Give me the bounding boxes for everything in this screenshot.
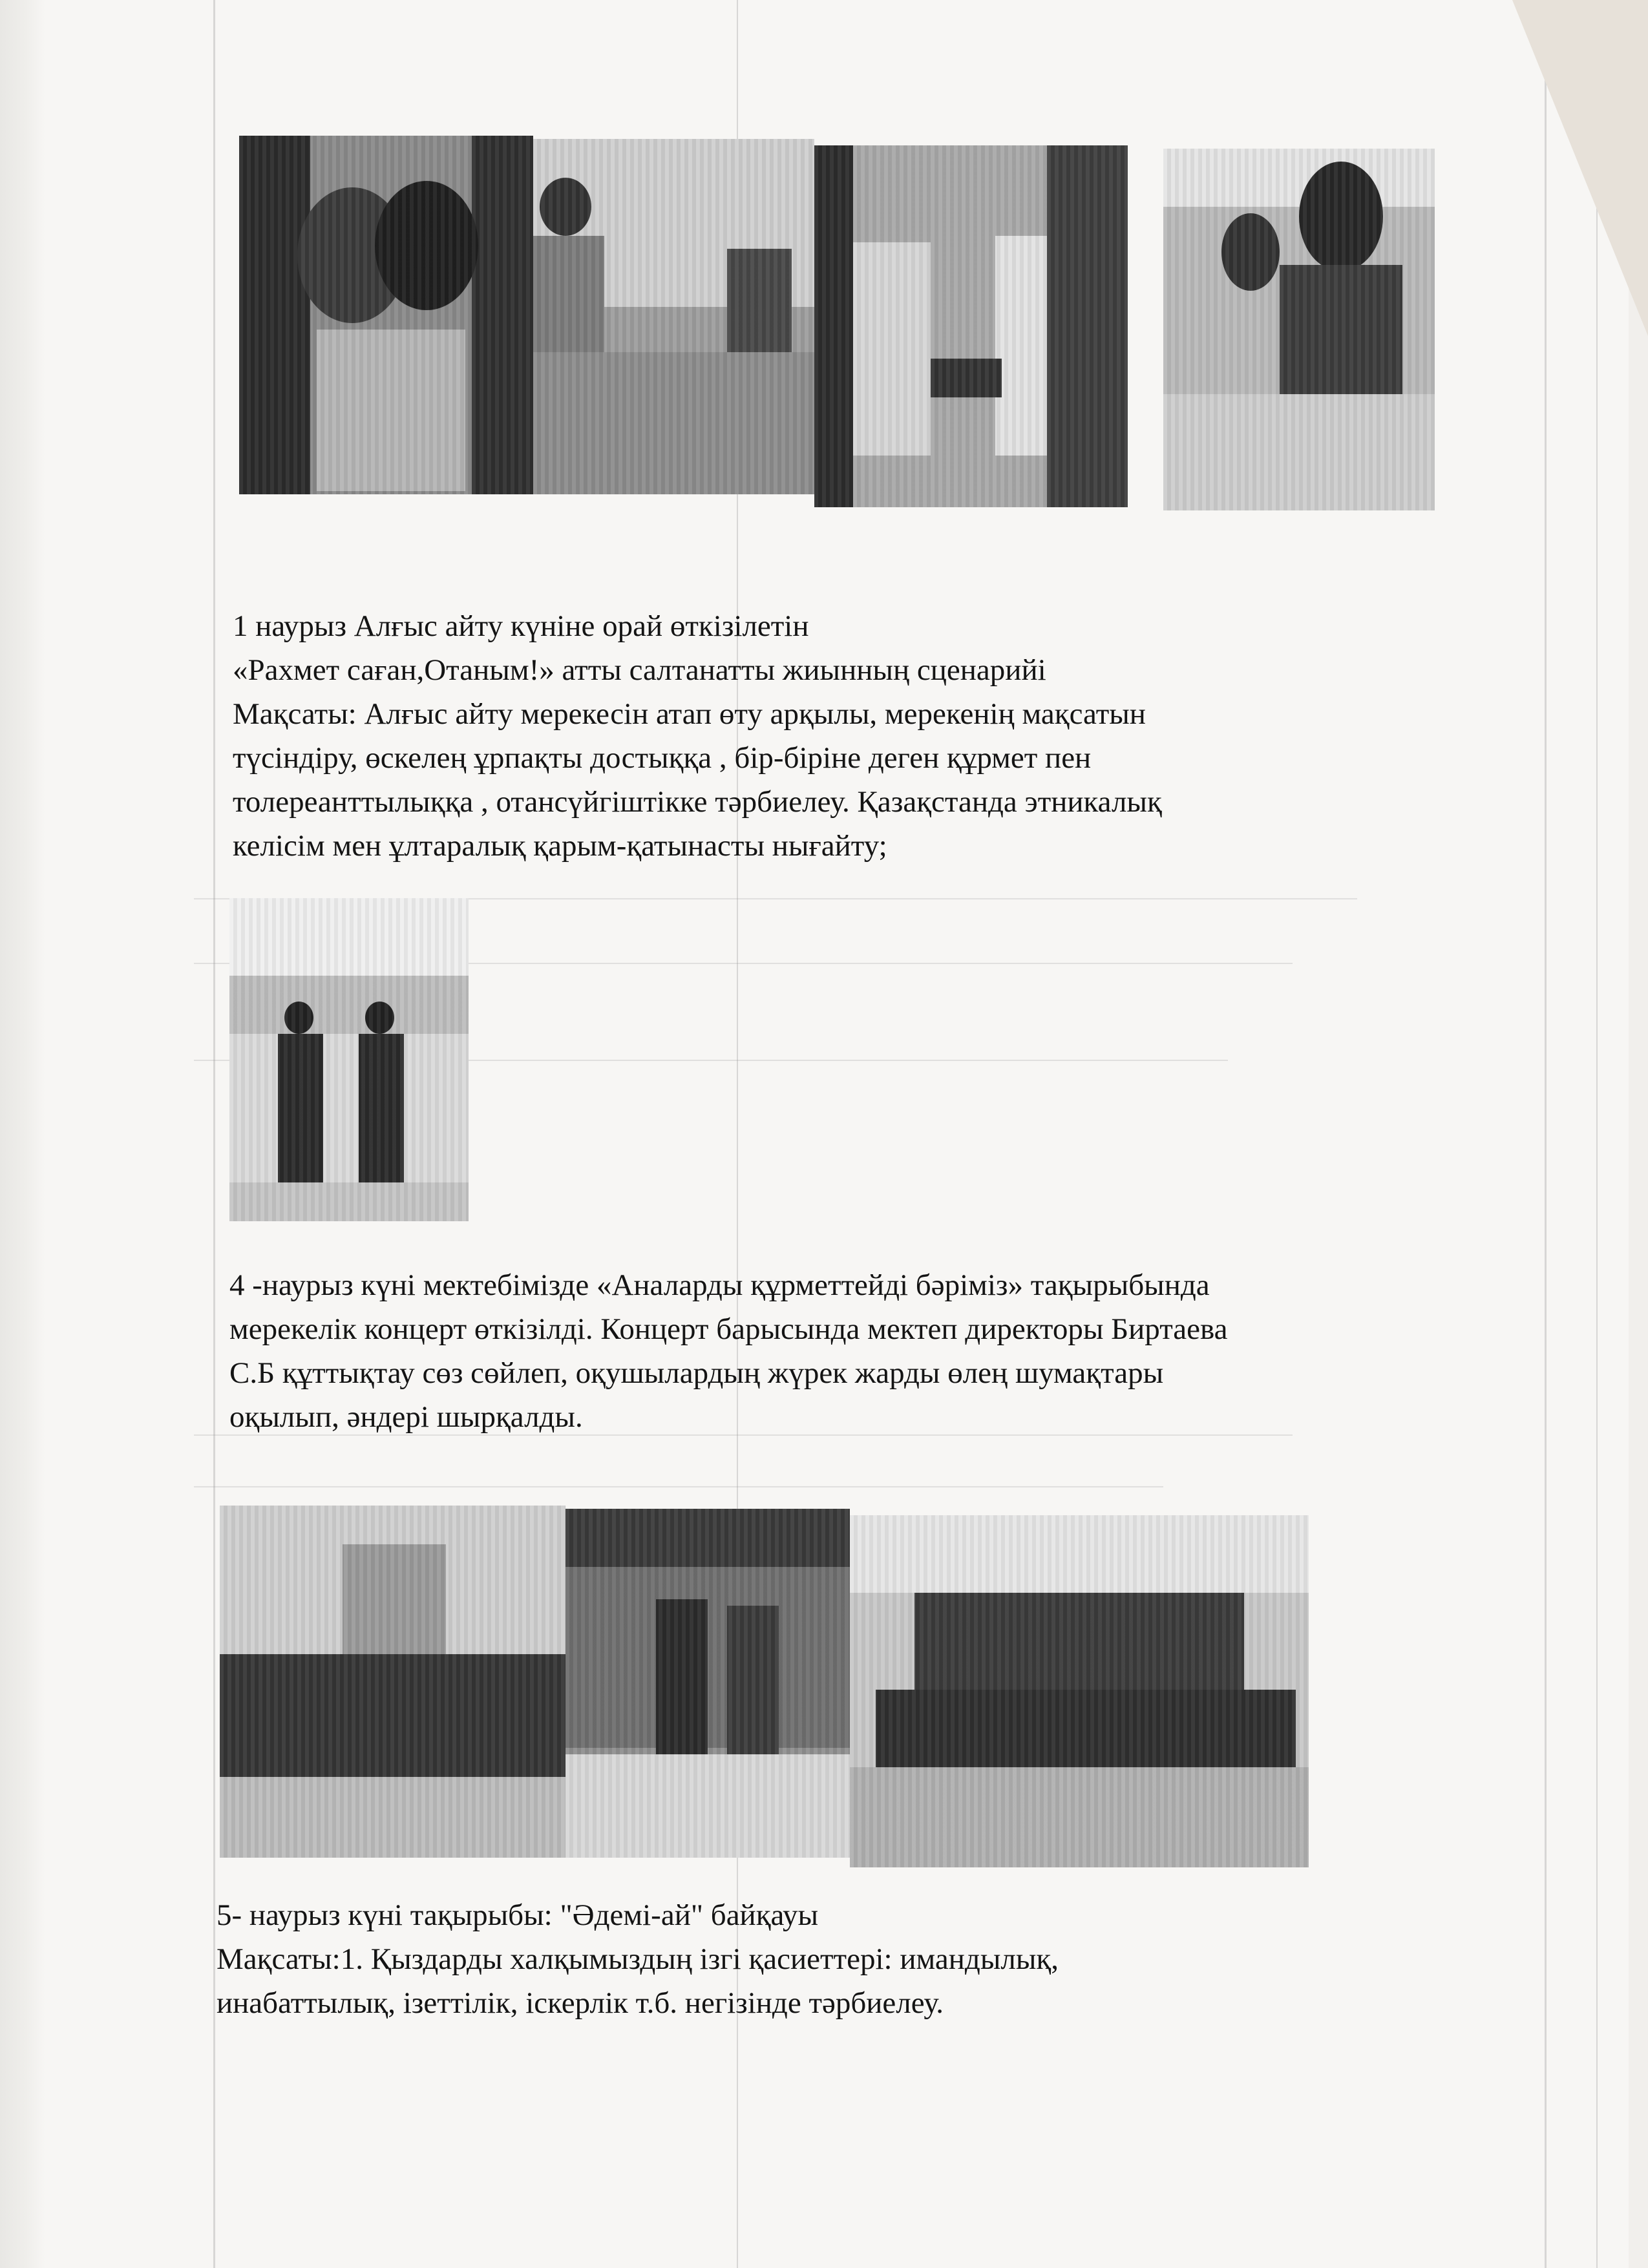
paragraph-line: С.Б құттықтау сөз сөйлеп, оқушылардың жүрек жарды өлең шумақтары [229,1356,1164,1390]
photo-presenters-in-hall [229,898,469,1221]
section-subtitle: «Рахмет саған,Отаным!» атты салтанатты жиынның сценарийі [233,653,1046,687]
section-title: 5- наурыз күні тақырыбы: "Әдемі-ай" байқауы [217,1898,819,1932]
section-march1-text [233,604,1162,868]
photo-children-drawing [239,136,533,494]
goal-line: толереанттылыққа , отансүйгіштікке тәрбиелеу. Қазақстанда этникалық [233,785,1162,819]
goal-line: келісім мен ұлтаралық қарым-қатынасты нығайту; [233,829,887,863]
section-march5-text [217,1893,1059,2025]
photo-concert-stage [565,1509,850,1858]
scan-right-border [1629,0,1648,2268]
scan-streak [213,0,215,2268]
photo-family-playing [533,139,814,494]
photo-mothers-group [220,1506,565,1858]
goal-line: Мақсаты: Алғыс айту мерекесін атап өту арқылы, мерекенің мақсатын [233,697,1146,731]
paragraph-line: мерекелік концерт өткізілді. Концерт барысында мектеп директоры Биртаева [229,1312,1228,1346]
page-corner-fold [1512,0,1648,336]
scan-streak [1545,0,1547,2268]
goal-line: инабаттылық, ізеттілік, іскерлік т.б. негізінде тәрбиелеу. [217,1986,944,2020]
photo-students-on-stage [850,1515,1309,1867]
photo-girl-with-mother [1163,149,1435,510]
scan-streak [1596,0,1598,2268]
section-march4-text [229,1263,1227,1439]
paragraph-line: оқылып, әндері шырқалды. [229,1400,583,1434]
goal-line: түсіндіру, өскелең ұрпақты достыққа , бір-біріне деген құрмет пен [233,741,1092,775]
scan-edge-left [0,0,45,2268]
photo-chess-game [814,145,1128,507]
scan-streak [194,1486,1163,1487]
goal-line: Мақсаты:1. Қыздарды халқымыздың ізгі қасиеттері: имандылық, [217,1942,1059,1976]
section-title: 1 наурыз Алғыс айту күніне орай өткізілетін [233,609,809,643]
paragraph-line: 4 -наурыз күні мектебімізде «Аналарды құрметтейді бәріміз» тақырыбында [229,1268,1210,1302]
